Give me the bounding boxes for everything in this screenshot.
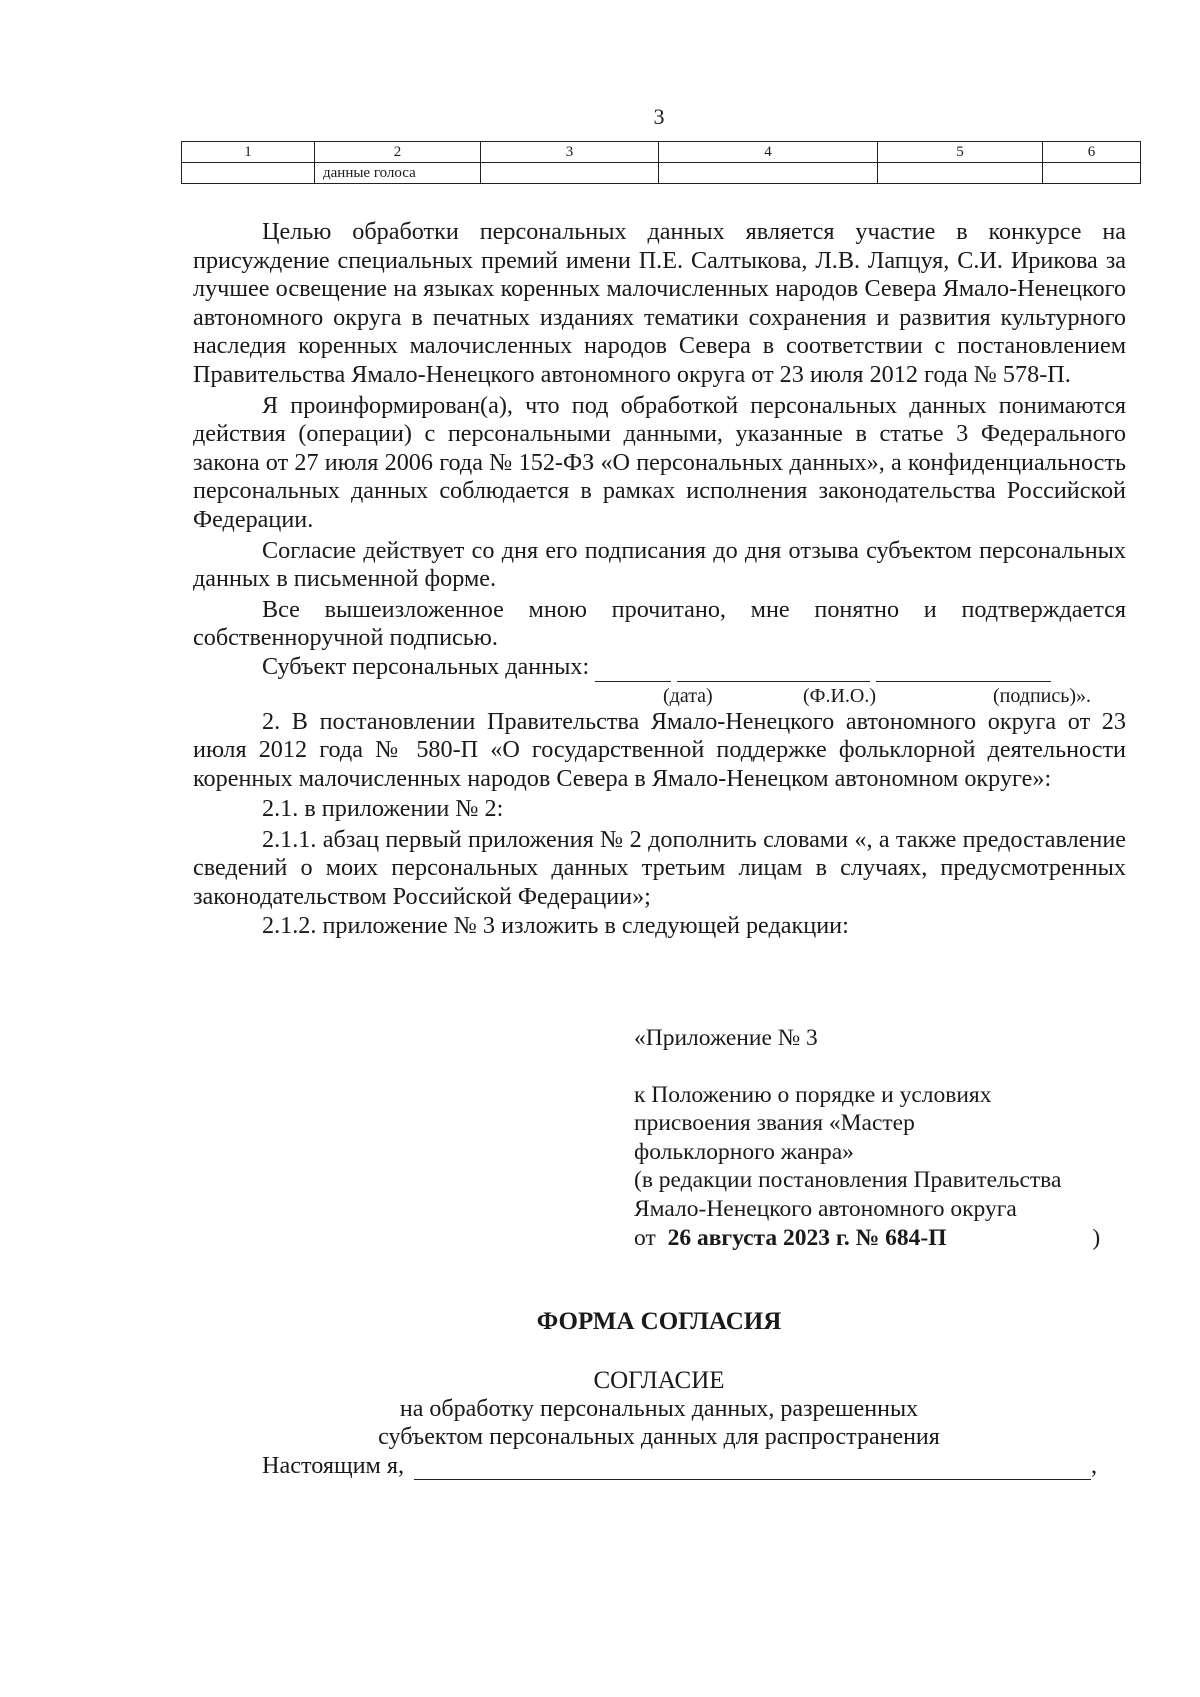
caption-date: (дата)	[663, 684, 713, 707]
appendix-line: фольклорного жанра»	[634, 1138, 854, 1165]
caption-name: (Ф.И.О.)	[803, 684, 877, 707]
item-2-1-2-paragraph: 2.1.2. приложение № 3 изложить в следующей редакции:	[262, 911, 849, 939]
from-prefix: от	[634, 1224, 656, 1251]
item-2-1-1-paragraph: 2.1.1. абзац первый приложения № 2 дополнить словами «, а также предоставление сведений о моих персональных данных третьим лицам в случаях, предусмотренных законодательством Российской Федерации»;	[193, 825, 1126, 911]
column-number: 5	[878, 142, 1043, 163]
consent-heading: СОГЛАСИЕ	[593, 1367, 725, 1394]
validity-paragraph: Согласие действует со дня его подписания до дня отзыва субъектом персональных данных в письменной форме.	[193, 536, 1126, 593]
consent-subtitle-line: субъектом персональных данных для распространения	[378, 1424, 940, 1450]
table-row	[182, 163, 1141, 184]
confirmation-paragraph: Все вышеизложенное мною прочитано, мне понятно и подтверждается собственноручной подписью.	[193, 595, 1126, 652]
appendix-line: (в редакции постановления Правительства	[634, 1167, 1062, 1194]
column-number: 6	[1043, 142, 1141, 163]
table-cell	[1043, 163, 1141, 184]
appendix-header	[634, 1024, 1154, 1252]
caption-signature: (подпись)».	[993, 684, 1092, 707]
document-body	[193, 218, 1126, 940]
hereby-label: Настоящим я,	[262, 1452, 405, 1479]
table-cell: данные голоса	[315, 163, 481, 184]
table-cell	[182, 163, 315, 184]
item-2-1-paragraph: 2.1. в приложении № 2:	[262, 795, 504, 823]
hereby-line	[262, 1452, 1097, 1480]
table-cell	[878, 163, 1043, 184]
name-blank	[677, 657, 870, 682]
item-2-paragraph: 2. В постановлении Правительства Ямало-Ненецкого автономного округа от 23 июля 2012 года № 580-П «О государственной поддержке фольклорной деятельности коренных малочисленных народов Севера в Ямало-Ненецком автономном округе»:	[193, 707, 1126, 792]
signature-blank	[876, 657, 1051, 682]
date-blank	[595, 657, 671, 682]
continuation-table	[181, 141, 1141, 184]
page-number: 3	[653, 104, 665, 129]
informed-paragraph: Я проинформирован(а), что под обработкой персональных данных понимаются действия (операции) с персональными данными, указанные в статье 3 Федерального закона от 27 июля 2006 года № 152-ФЗ «О персональных данных», а конфиденциальность персональных данных соблюдается в рамках исполнения законодательства Российской Федерации.	[193, 391, 1126, 533]
appendix-title: «Приложение № 3	[634, 1025, 818, 1051]
hereby-tail: ,	[1091, 1452, 1098, 1479]
subject-signature-line	[193, 653, 1126, 682]
appendix-date-line	[634, 1224, 1154, 1253]
column-number: 1	[182, 142, 315, 163]
appendix-line: к Положению о порядке и условиях	[634, 1081, 992, 1108]
appendix-line: Ямало-Ненецкого автономного округа	[634, 1195, 1017, 1222]
closing-paren: )	[1092, 1224, 1101, 1251]
purpose-paragraph: Целью обработки персональных данных является участие в конкурсе на присуждение специальных премий имени П.Е. Салтыкова, Л.В. Лапцуя, С.И. Ирикова за лучшее освещение на языках коренных малочисленных народов Севера Ямало-Ненецкого автономного округа в печатных изданиях тематики сохранения и развития культурного наследия коренных малочисленных народов Севера в соответствии с постановлением Правительства Ямало-Ненецкого автономного округа от 23 июля 2012 года № 578-П.	[193, 218, 1126, 388]
appendix-line: присвоения звания «Мастер	[634, 1110, 915, 1137]
signature-captions	[193, 682, 1126, 708]
hereby-blank	[414, 1453, 1091, 1480]
column-number: 3	[481, 142, 659, 163]
consent-subtitle-line: на обработку персональных данных, разрешенных	[399, 1396, 919, 1422]
form-title: ФОРМА СОГЛАСИЯ	[536, 1308, 782, 1335]
consent-heading-block	[0, 1367, 1200, 1451]
table-cell	[659, 163, 878, 184]
column-number: 4	[659, 142, 878, 163]
table-header-row	[182, 142, 1141, 163]
column-number: 2	[315, 142, 481, 163]
table-cell	[481, 163, 659, 184]
decree-date-number: 26 августа 2023 г. № 684-П	[667, 1224, 947, 1251]
subject-label: Субъект персональных данных:	[262, 652, 590, 680]
